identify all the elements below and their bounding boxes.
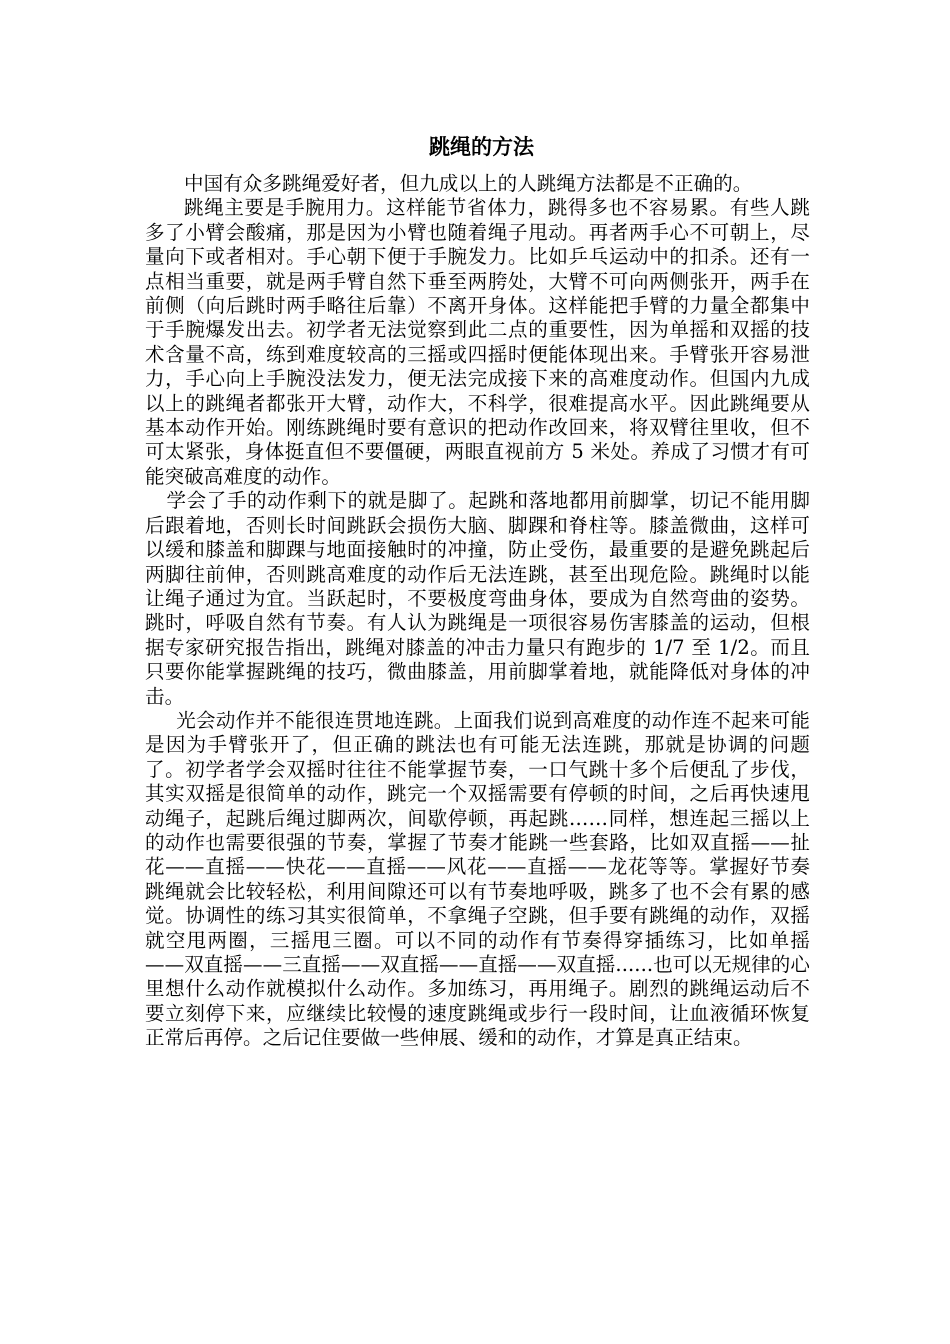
paragraph-rhythm-coordination: 光会动作并不能很连贯地连跳。上面我们说到高难度的动作连不起来可能是因为手臂张开了，但正确的跳法也有可能无法连跳，那就是协调的问题了。初学者学会双摇时往往不能掌握节奏，一口气跳十多个后便乱了步伐，其实双摇是很简单的动作，跳完一个双摇需要有停顿的时间，之后再快速甩动绳子，起跳后绳过脚两次，间歇停顿，再起跳……同样，想连起三摇以上的动作也需要很强的节奏，掌握了节奏才能跳一些套路，比如双直摇——扯花——直摇——快花——直摇——风花——直摇——龙花等等。掌握好节奏跳绳就会比较轻松，利用间隙还可以有节奏地呼吸，跳多了也不会有累的感觉。协调性的练习其实很简单，不拿绳子空跳，但手要有跳绳的动作，双摇就空甩两圈，三摇甩三圈。可以不同的动作有节奏得穿插练习，比如单摇——双直摇——三直摇——双直摇——直摇——双直摇......也可以无规律的心里想什么动作就模拟什么动作。多加练习，再用绳子。剧烈的跳绳运动后不要立刻停下来，应继续比较慢的速度跳绳或步行一段时间，让血液循环恢复正常后再停。之后记住要做一些伸展、缓和的动作，才算是真正结束。 — [145, 708, 810, 1050]
paragraph-foot-technique: 学会了手的动作剩下的就是脚了。起跳和落地都用前脚掌，切记不能用脚后跟着地，否则长时间跳跃会损伤大脑、脚踝和脊柱等。膝盖微曲，这样可以缓和膝盖和脚踝与地面接触时的冲撞，防止受伤，最重要的是避免跳起后两脚往前伸，否则跳高难度的动作后无法连跳，甚至出现危险。跳绳时以能让绳子通过为宜。当跃起时，不要极度弯曲身体，要成为自然弯曲的姿势。跳时，呼吸自然有节奏。有人认为跳绳是一项很容易伤害膝盖的运动，但根据专家研究报告指出，跳绳对膝盖的冲击力量只有跑步的 1/7 至 1/2。而且只要你能掌握跳绳的技巧，微曲膝盖，用前脚掌着地，就能降低对身体的冲击。 — [145, 489, 810, 708]
document-page — [145, 132, 810, 1051]
paragraph-intro: 中国有众多跳绳爱好者，但九成以上的人跳绳方法都是不正确的。 — [184, 172, 753, 195]
document-title: 跳绳的方法 — [429, 134, 534, 159]
paragraph-wrist-technique: 跳绳主要是手腕用力。这样能节省体力，跳得多也不容易累。有些人跳多了小臂会酸痛，那是因为小臂也随着绳子甩动。再者两手心不可朝上，尽量向下或者相对。手心朝下便于手腕发力。比如乒乓运动中的扣杀。还有一点相当重要，就是两手臂自然下垂至两胯处，大臂不可向两侧张开，两手在前侧（向后跳时两手略往后靠）不离开身体。这样能把手臂的力量全都集中于手腕爆发出去。初学者无法觉察到此二点的重要性，因为单摇和双摇的技术含量不高，练到难度较高的三摇或四摇时便能体现出来。手臂张开容易泄力，手心向上手腕没法发力，便无法完成接下来的高难度动作。但国内九成以上的跳绳者都张开大臂，动作大，不科学，很难提高水平。因此跳绳要从基本动作开始。刚练跳绳时要有意识的把动作改回来，将双臂往里收，但不可太紧张，身体挺直但不要僵硬，两眼直视前方 5 米处。养成了习惯才有可能突破高难度的动作。 — [145, 196, 810, 488]
